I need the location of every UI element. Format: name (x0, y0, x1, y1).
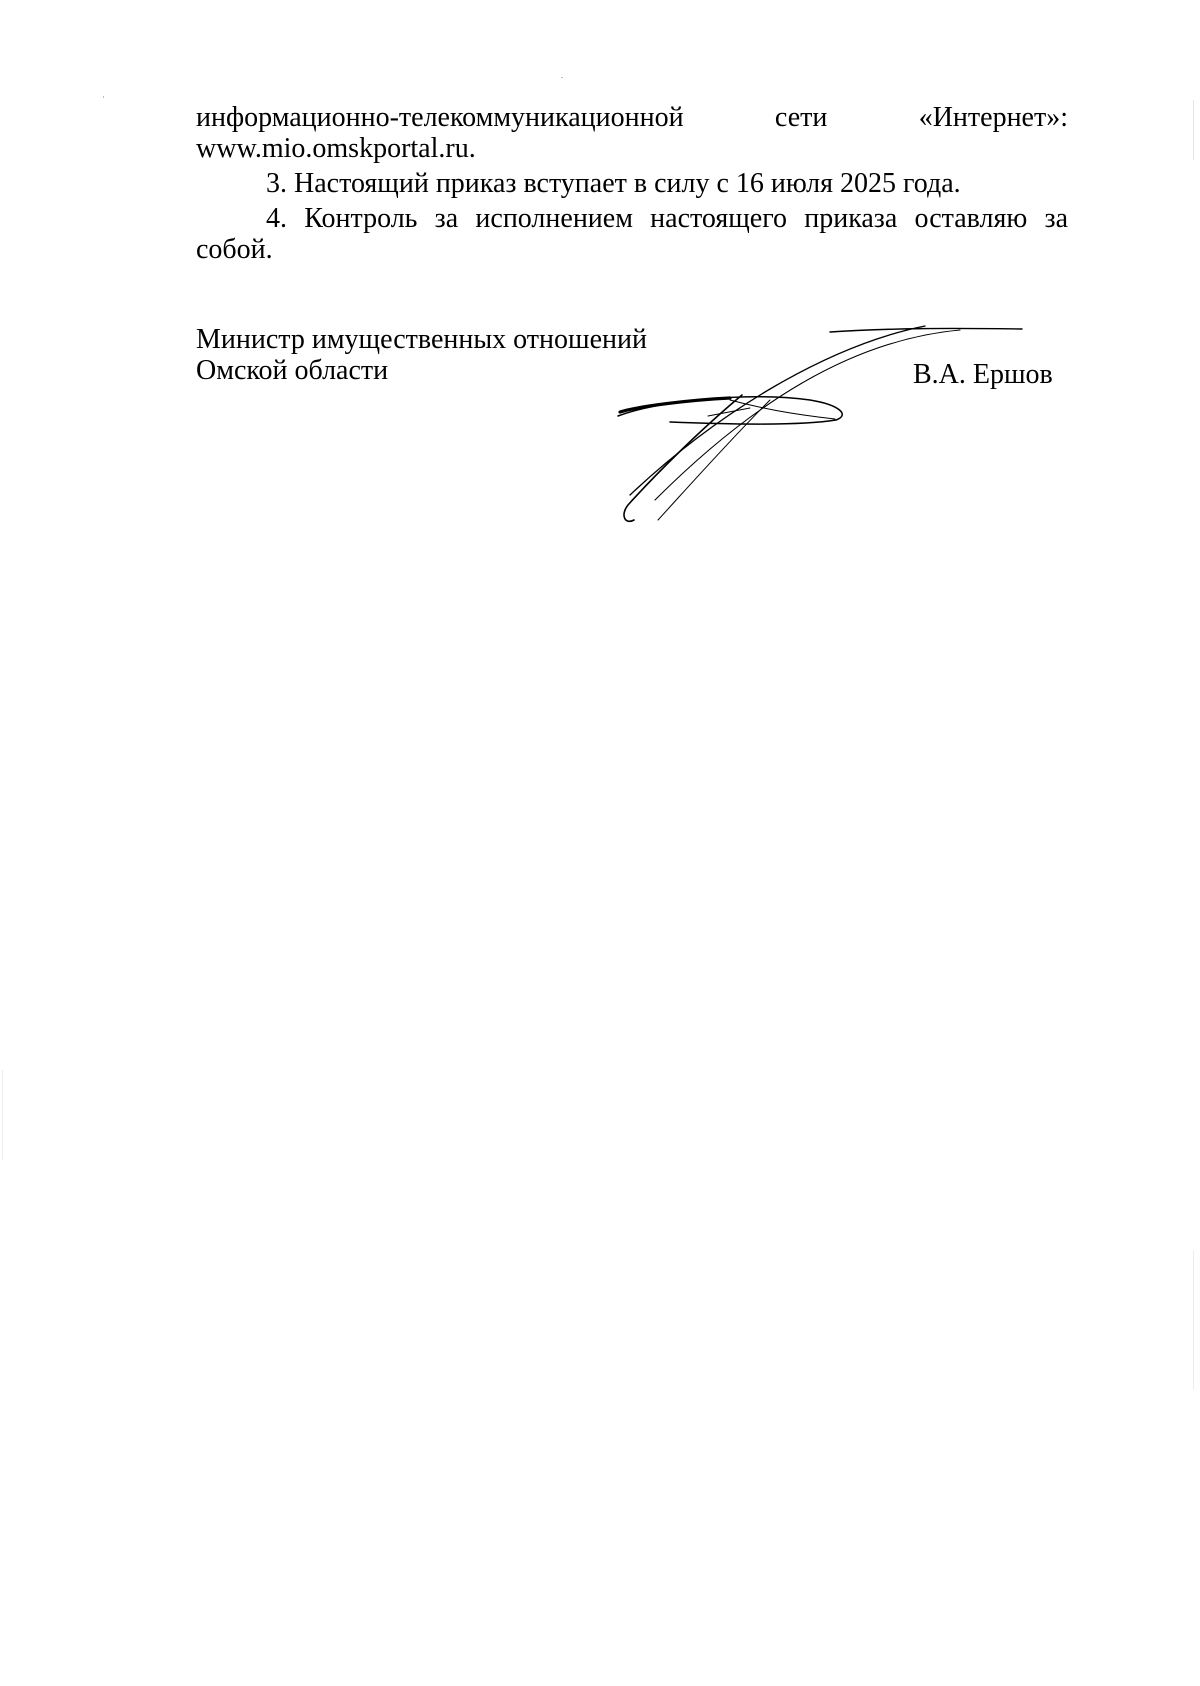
word-information: информационно-телекоммуникационной (196, 102, 684, 133)
website-url: www.mio.omskportal.ru. (196, 133, 476, 164)
handwritten-signature (600, 320, 1040, 530)
position-line-2: Омской области (196, 355, 389, 386)
signatory-position (196, 324, 647, 386)
word-network: сети (774, 102, 828, 133)
paragraph-4: 4. Контроль за исполнением настоящего приказа оставляю за собой. (196, 203, 1068, 265)
scan-speck (103, 96, 104, 98)
signatory-name: В.А. Ершов (913, 359, 1053, 390)
position-line-1: Министр имущественных отношений (196, 324, 647, 355)
scan-edge-mark (1193, 100, 1194, 160)
body-text (196, 102, 1068, 265)
paragraph-3: 3. Настоящий приказ вступает в силу с 16 июля 2025 года. (266, 168, 961, 199)
body-line-1 (196, 102, 1068, 133)
scan-edge-mark (1193, 1250, 1194, 1390)
scan-speck (561, 77, 563, 78)
word-internet: «Интернет»: (918, 102, 1068, 133)
scan-edge-mark (2, 1070, 3, 1160)
